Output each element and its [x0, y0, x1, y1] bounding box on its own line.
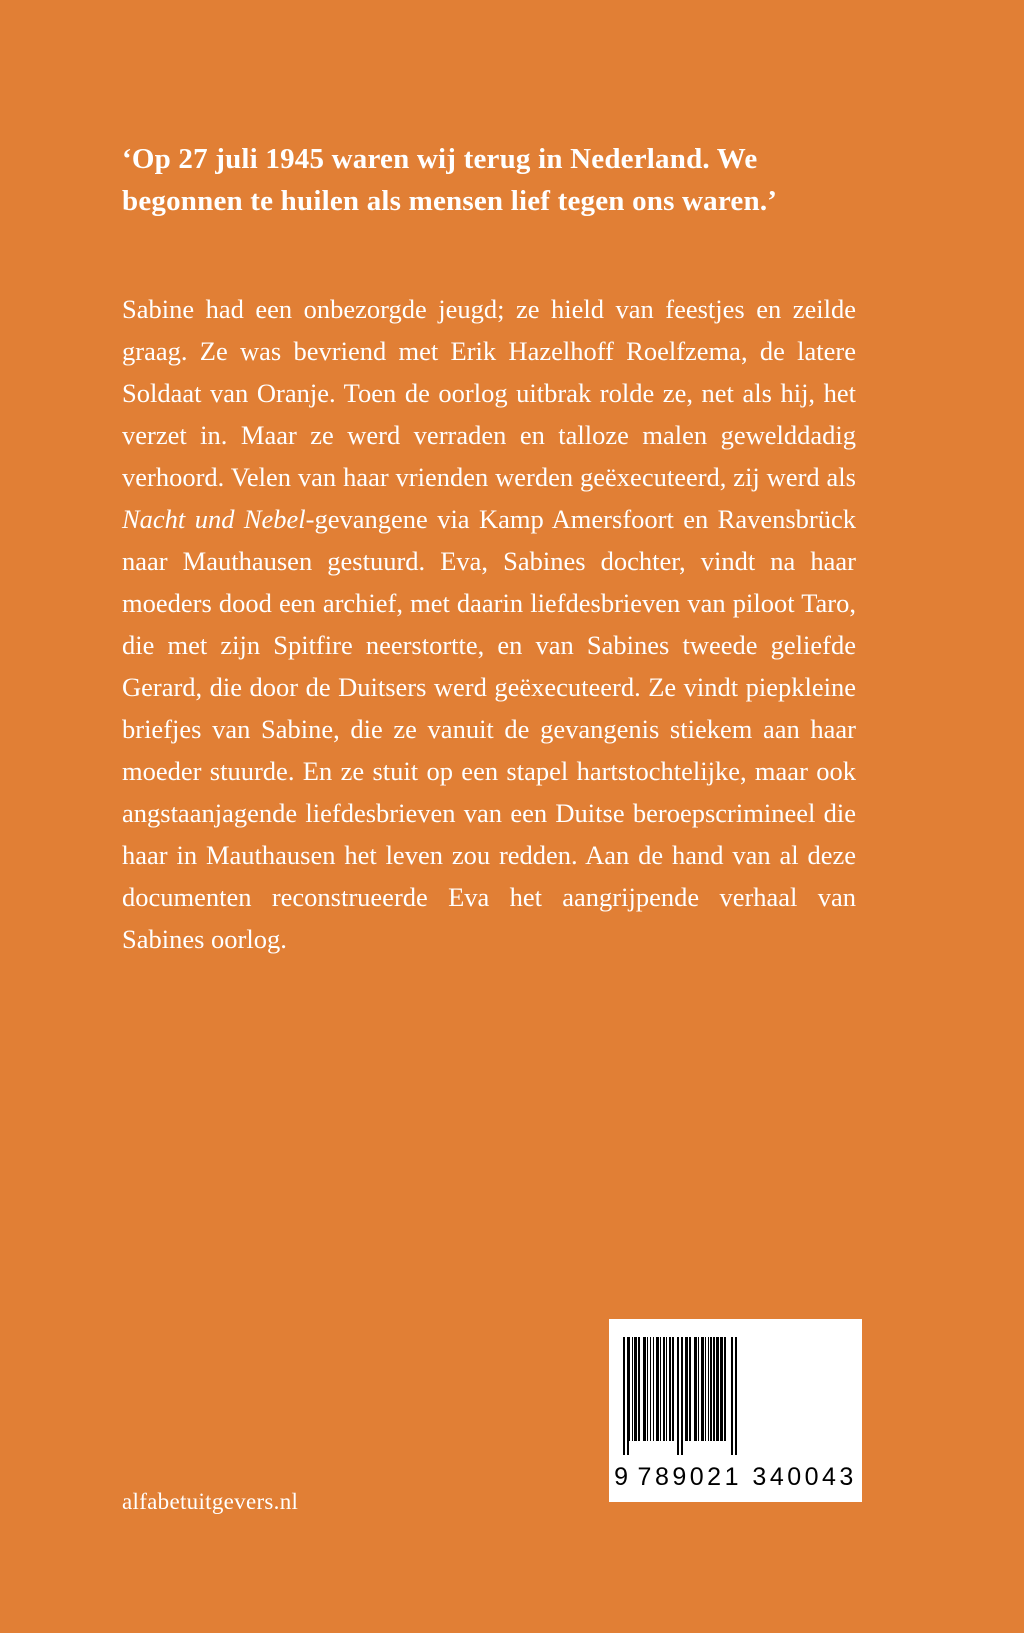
blurb-text: Sabine had een onbezorgde jeugd; ze hield van feestjes en zeilde graag. Ze was bevriend met Erik Hazelhoff Roelfzema, de latere Soldaat van Oranje. Toen de oorlog uitbrak rolde ze, net als hij, het verzet in. Maar ze werd verraden en talloze malen gewelddadig verhoord. Velen van haar vrienden werden geëxecuteerd, zij werd als Nacht und Nebel-gevangene via Kamp Amersfoort en Ravensbrück naar Mauthausen gestuurd. Eva, Sabines dochter, vindt na haar moeders dood een archief, met daarin liefdesbrieven van piloot Taro, die met zijn Spitfire neerstortte, en van Sabines tweede geliefde Gerard, die door de Duitsers werd geëxecuteerd. Ze vindt piepkleine briefjes van Sabine, die ze vanuit de gevangenis stiekem aan haar moeder stuurde. En ze stuit op een stapel hartstochtelijke, maar ook angstaanjagende liefdesbrieven van een Duitse beroepscrimineel die haar in Mauthausen het leven zou redden. Aan de hand van al deze documenten reconstrueerde Eva het aangrijpende verhaal van Sabines oorlog.	[122, 294, 856, 954]
blurb-italic-phrase: Nacht und Nebel	[122, 504, 306, 534]
barcode-digits	[609, 1463, 862, 1492]
barcode	[609, 1319, 862, 1502]
pull-quote: ‘Op 27 juli 1945 waren wij terug in Nederland. We begonnen te huilen als mensen lief tegen ons waren.’	[122, 143, 778, 218]
barcode-lead-digit: 9	[614, 1463, 632, 1491]
barcode-bars	[623, 1337, 848, 1455]
barcode-number: 789021 340043	[637, 1463, 857, 1491]
publisher-website: alfabetuitgevers.nl	[122, 1489, 299, 1514]
